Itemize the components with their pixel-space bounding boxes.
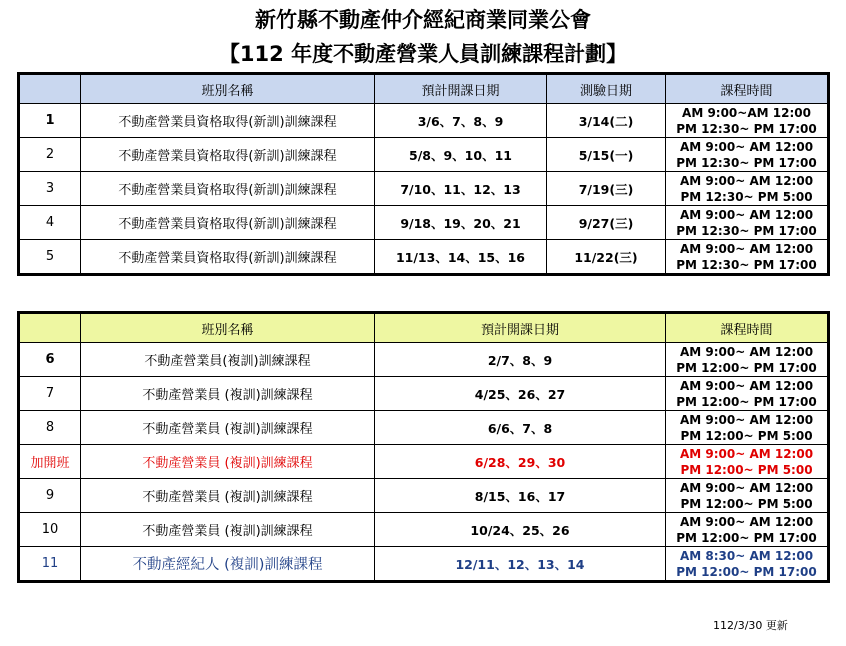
morning-time: AM 9:00~ AM 12:00: [679, 241, 814, 256]
row-number: 1: [19, 104, 81, 138]
header-course-time: 課程時間: [666, 313, 829, 343]
class-name: 不動產營業員 (複訓)訓練課程: [81, 377, 375, 411]
class-name: 不動產營業員 (複訓)訓練課程: [81, 445, 375, 479]
class-name: 不動產營業員 (複訓)訓練課程: [81, 411, 375, 445]
class-name: 不動產營業員(複訓)訓練課程: [81, 343, 375, 377]
start-dates: 9/18、19、20、21: [375, 206, 547, 240]
course-time-cell: [666, 479, 829, 513]
header-class-name: 班別名稱: [81, 74, 375, 104]
document-title: 新竹縣不動產仲介經紀商業同業公會: [255, 8, 591, 32]
afternoon-time: PM 12:30~ PM 17:00: [676, 223, 817, 238]
course-time-cell: [666, 445, 829, 479]
start-dates: 10/24、25、26: [375, 513, 666, 547]
header-no: [19, 74, 81, 104]
course-time-cell: [666, 377, 829, 411]
morning-time: AM 9:00~ AM 12:00: [679, 446, 814, 461]
course-time-cell: [666, 513, 829, 547]
table-row: [19, 172, 829, 206]
header-exam-date: 測驗日期: [547, 74, 666, 104]
start-dates: 6/6、7、8: [375, 411, 666, 445]
start-dates: 12/11、12、13、14: [375, 547, 666, 582]
row-number: 2: [19, 138, 81, 172]
exam-date: 5/15(一): [547, 138, 666, 172]
refresher-training-table: [17, 311, 830, 583]
header-course-time: 課程時間: [666, 74, 829, 104]
morning-time: AM 9:00~ AM 12:00: [679, 378, 814, 393]
class-name: 不動產營業員資格取得(新訓)訓練課程: [81, 104, 375, 138]
afternoon-time: PM 12:00~ PM 5:00: [680, 462, 813, 477]
header-start-dates: 預計開課日期: [375, 74, 547, 104]
table-header-row: [19, 74, 829, 104]
afternoon-time: PM 12:30~ PM 17:00: [676, 257, 817, 272]
header-start-dates: 預計開課日期: [375, 313, 666, 343]
table-row: [19, 479, 829, 513]
start-dates: 11/13、14、15、16: [375, 240, 547, 275]
exam-date: 3/14(二): [547, 104, 666, 138]
table-row: [19, 240, 829, 275]
class-name: 不動產營業員資格取得(新訓)訓練課程: [81, 172, 375, 206]
class-name: 不動產營業員資格取得(新訓)訓練課程: [81, 138, 375, 172]
start-dates: 2/7、8、9: [375, 343, 666, 377]
morning-time: AM 9:00~ AM 12:00: [679, 412, 814, 427]
morning-time: AM 9:00~ AM 12:00: [679, 207, 814, 222]
table-row: [19, 377, 829, 411]
morning-time: AM 8:30~ AM 12:00: [679, 548, 814, 563]
afternoon-time: PM 12:00~ PM 5:00: [680, 496, 813, 511]
update-note: 112/3/30 更新: [713, 619, 788, 632]
table-row: [19, 138, 829, 172]
afternoon-time: PM 12:00~ PM 17:00: [676, 530, 817, 545]
morning-time: AM 9:00~ AM 12:00: [679, 139, 814, 154]
morning-time: AM 9:00~ AM 12:00: [679, 480, 814, 495]
class-name: 不動產營業員資格取得(新訓)訓練課程: [81, 206, 375, 240]
class-name: 不動產營業員 (複訓)訓練課程: [81, 479, 375, 513]
row-number: 8: [19, 411, 81, 445]
morning-time: AM 9:00~ AM 12:00: [679, 514, 814, 529]
start-dates: 7/10、11、12、13: [375, 172, 547, 206]
afternoon-time: PM 12:00~ PM 5:00: [680, 428, 813, 443]
course-time-cell: [666, 206, 829, 240]
afternoon-time: PM 12:00~ PM 17:00: [676, 360, 817, 375]
row-number: 6: [19, 343, 81, 377]
table-row: [19, 343, 829, 377]
afternoon-time: PM 12:30~ PM 17:00: [676, 155, 817, 170]
start-dates: 8/15、16、17: [375, 479, 666, 513]
row-number: 7: [19, 377, 81, 411]
row-number: 10: [19, 513, 81, 547]
table-row: [19, 411, 829, 445]
course-time-cell: [666, 138, 829, 172]
course-time-cell: [666, 172, 829, 206]
table-header-row: [19, 313, 829, 343]
table-row: [19, 104, 829, 138]
course-time-cell: [666, 240, 829, 275]
exam-date: 7/19(三): [547, 172, 666, 206]
document-subtitle: 【112 年度不動產營業人員訓練課程計劃】: [218, 42, 628, 66]
table-row: [19, 206, 829, 240]
table-row: [19, 445, 829, 479]
morning-time: AM 9:00~ AM 12:00: [679, 344, 814, 359]
table-row: [19, 547, 829, 582]
row-number: 加開班: [19, 445, 81, 479]
row-number: 11: [19, 547, 81, 582]
afternoon-time: PM 12:30~ PM 5:00: [680, 189, 813, 204]
row-number: 3: [19, 172, 81, 206]
row-number: 9: [19, 479, 81, 513]
start-dates: 3/6、7、8、9: [375, 104, 547, 138]
course-time-cell: [666, 411, 829, 445]
exam-date: 11/22(三): [547, 240, 666, 275]
table-row: [19, 513, 829, 547]
start-dates: 6/28、29、30: [375, 445, 666, 479]
exam-date: 9/27(三): [547, 206, 666, 240]
afternoon-time: PM 12:00~ PM 17:00: [676, 564, 817, 579]
header-class-name: 班別名稱: [81, 313, 375, 343]
course-time-cell: [666, 104, 829, 138]
course-time-cell: [666, 547, 829, 582]
start-dates: 4/25、26、27: [375, 377, 666, 411]
afternoon-time: PM 12:30~ PM 17:00: [676, 121, 817, 136]
course-time-cell: [666, 343, 829, 377]
header-no: [19, 313, 81, 343]
afternoon-time: PM 12:00~ PM 17:00: [676, 394, 817, 409]
morning-time: AM 9:00~ AM 12:00: [679, 173, 814, 188]
row-number: 4: [19, 206, 81, 240]
start-dates: 5/8、9、10、11: [375, 138, 547, 172]
class-name: 不動產營業員 (複訓)訓練課程: [81, 513, 375, 547]
new-training-table: [17, 72, 830, 276]
class-name: 不動產經紀人 (複訓)訓練課程: [81, 547, 375, 582]
row-number: 5: [19, 240, 81, 275]
class-name: 不動產營業員資格取得(新訓)訓練課程: [81, 240, 375, 275]
morning-time: AM 9:00~AM 12:00: [682, 105, 811, 120]
